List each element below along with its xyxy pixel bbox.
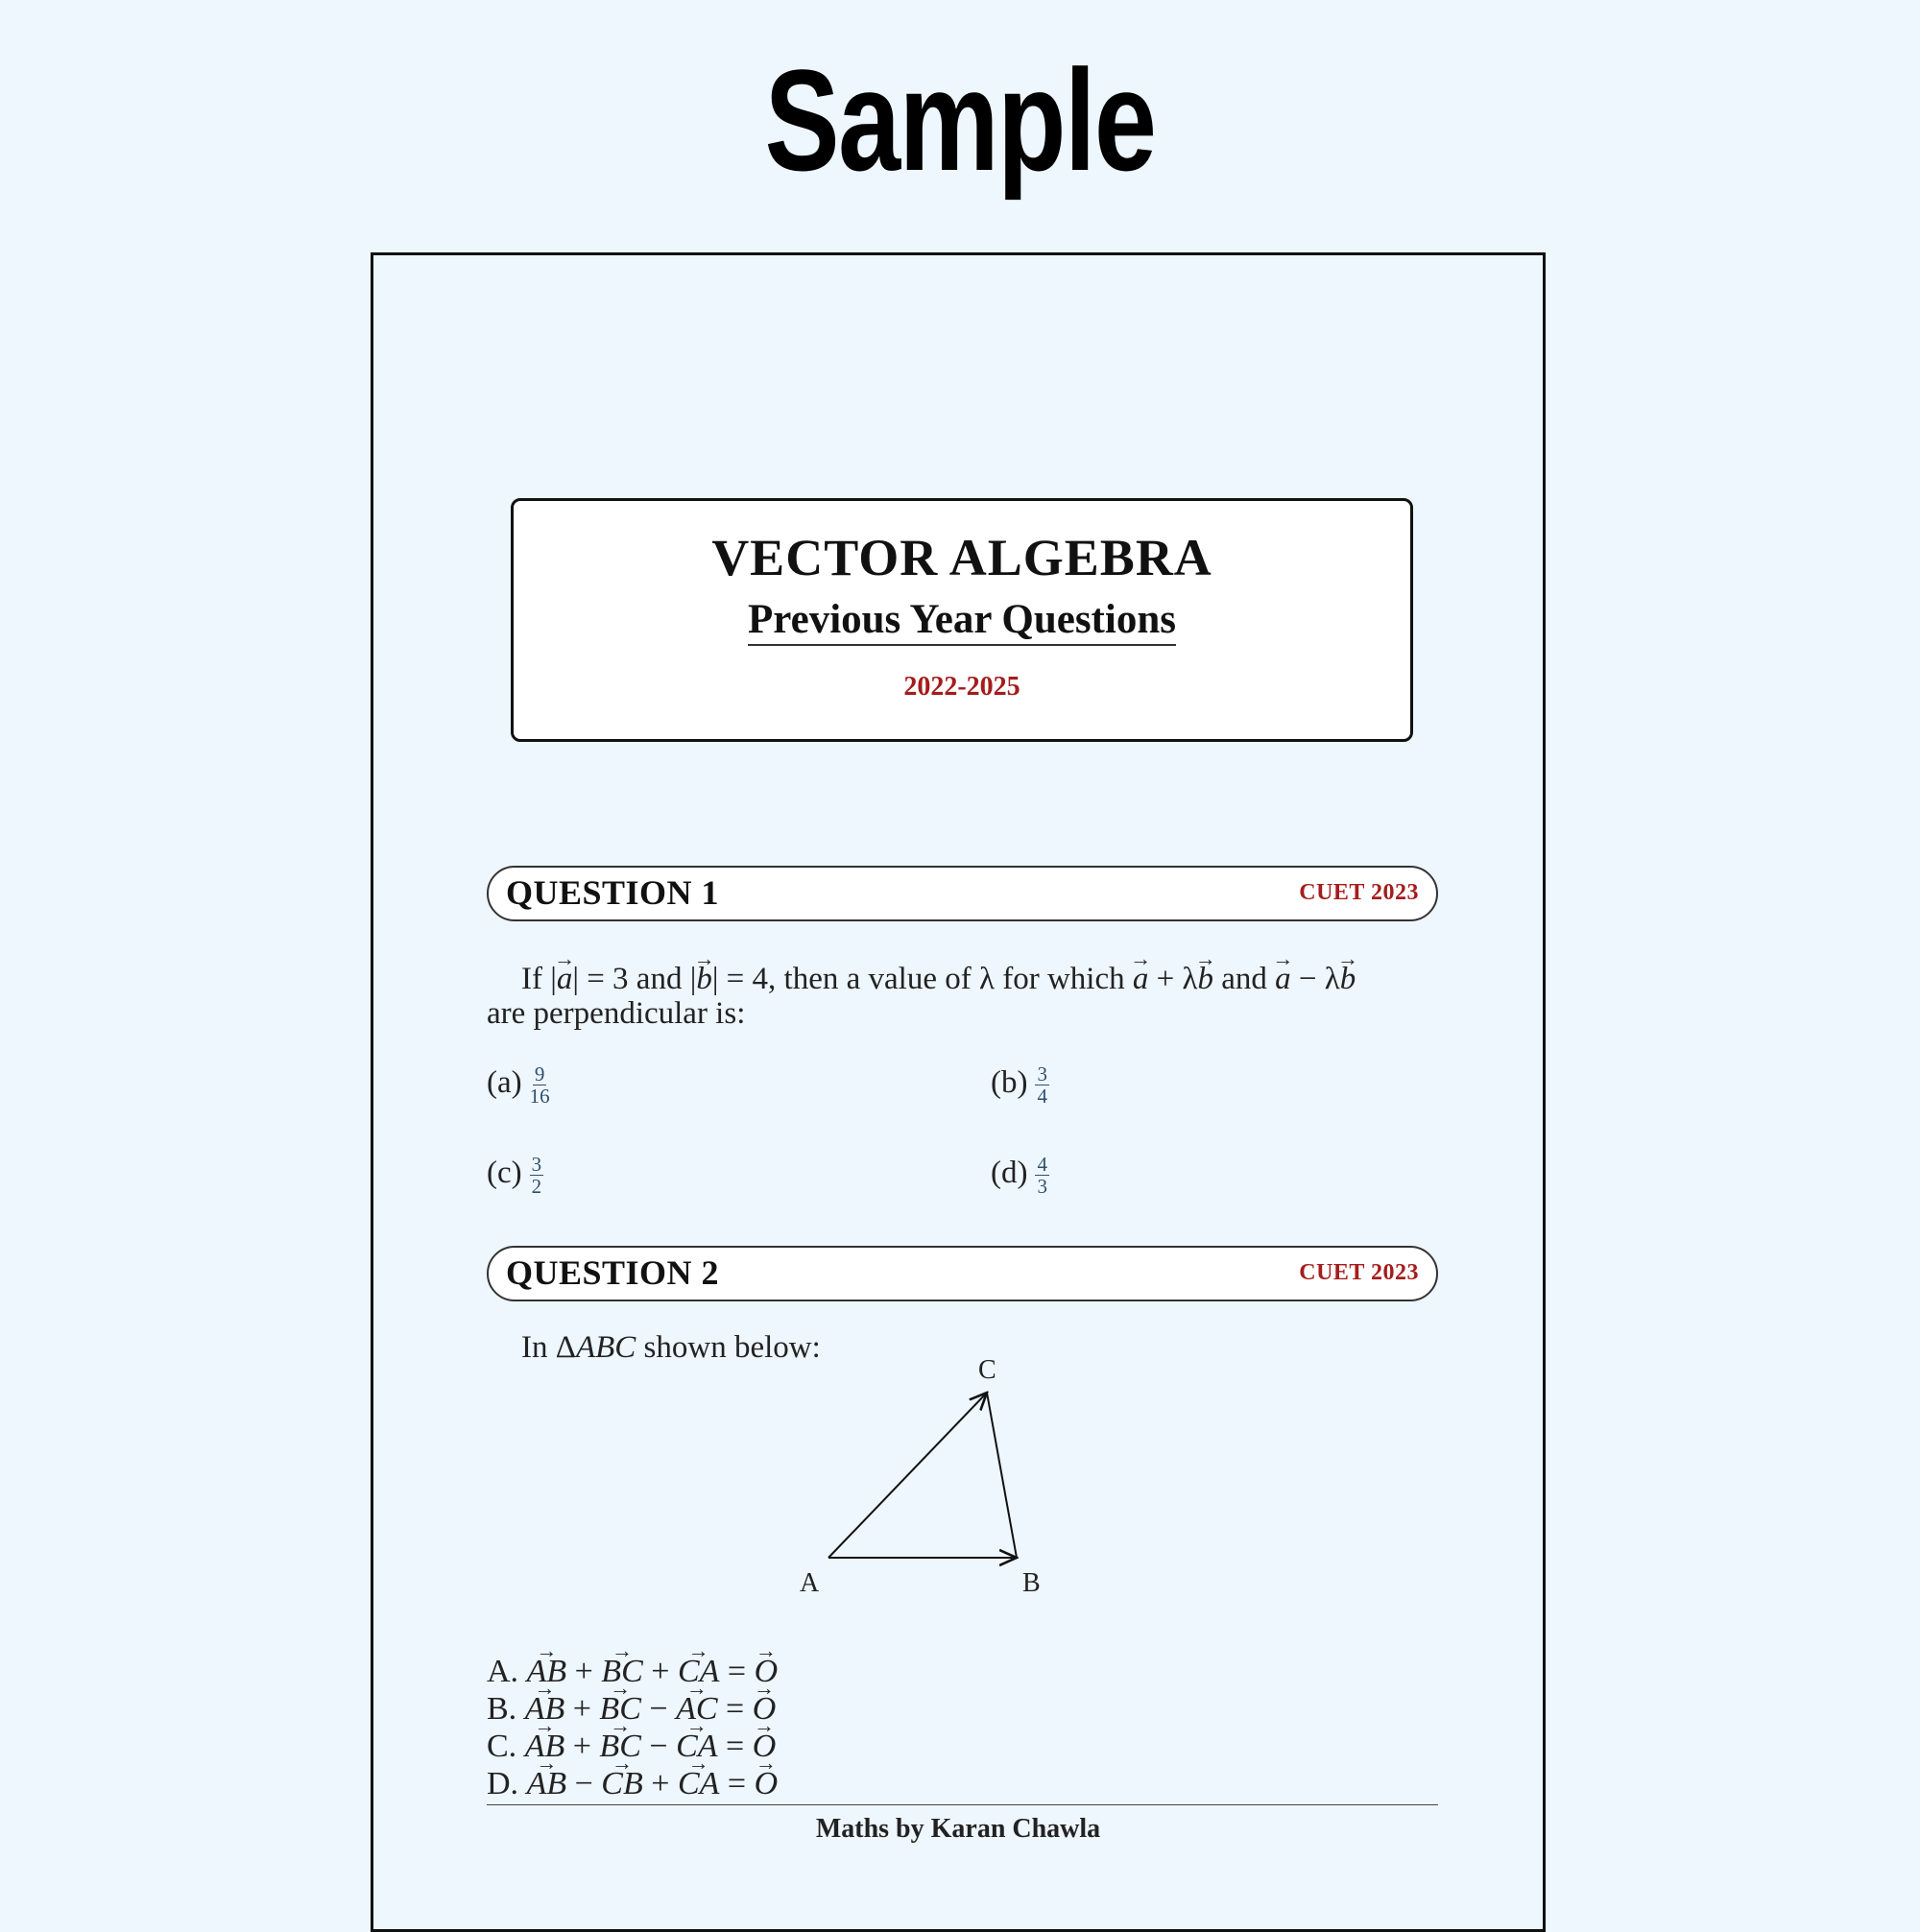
option-c: (c) $\frac{3}{2}$ — [487, 1153, 542, 1198]
answer-option-c: C. → AB + → BC − → CA = → O — [487, 1728, 776, 1765]
vertex-c-label: C — [978, 1355, 996, 1385]
triangle-diagram — [786, 1355, 1113, 1609]
question-2-label: QUESTION 2 — [506, 1253, 720, 1292]
answer-option-b: B. → AB + → BC − → AC = → O — [487, 1690, 776, 1728]
question-1-stem: If |→ a| = 3 and |→ b| = 4, then a value of λ for which → a + λ→ b and → a − λ→ b — [521, 962, 1356, 997]
question-1-stem-line2: are perpendicular is: — [487, 996, 746, 1031]
year-range: 2022-2025 — [903, 672, 1020, 702]
document-page — [371, 252, 1546, 1932]
question-1-label: QUESTION 1 — [506, 873, 720, 912]
edge-ac — [828, 1393, 987, 1558]
question-1-tag: CUET 2023 — [1299, 880, 1419, 905]
document-title: VECTOR ALGEBRA — [711, 529, 1212, 586]
title-box — [511, 498, 1413, 742]
vertex-a-label: A — [800, 1568, 820, 1598]
footer-divider — [487, 1804, 1438, 1805]
vertex-b-label: B — [1022, 1568, 1041, 1598]
answer-option-a: A. → AB + → BC + → CA = → O — [487, 1653, 778, 1690]
question-2-stem: In ΔABC shown below: — [521, 1330, 821, 1365]
question-1-header — [487, 866, 1438, 921]
footer-text: Maths by Karan Chawla — [815, 1814, 1101, 1844]
edge-cb — [987, 1393, 1017, 1558]
answer-option-d: D. → AB − → CB + → CA = → O — [487, 1765, 778, 1802]
question-2-tag: CUET 2023 — [1299, 1260, 1419, 1285]
option-a: (a) $\frac{9}{16}$ — [487, 1062, 550, 1108]
document-subtitle: Previous Year Questions — [514, 596, 1410, 643]
banner-title: Sample — [764, 39, 1156, 201]
option-b: (b) $\frac{3}{4}$ — [991, 1062, 1047, 1108]
option-d: (d) $\frac{4}{3}$ — [991, 1153, 1047, 1198]
question-2-header — [487, 1246, 1438, 1301]
